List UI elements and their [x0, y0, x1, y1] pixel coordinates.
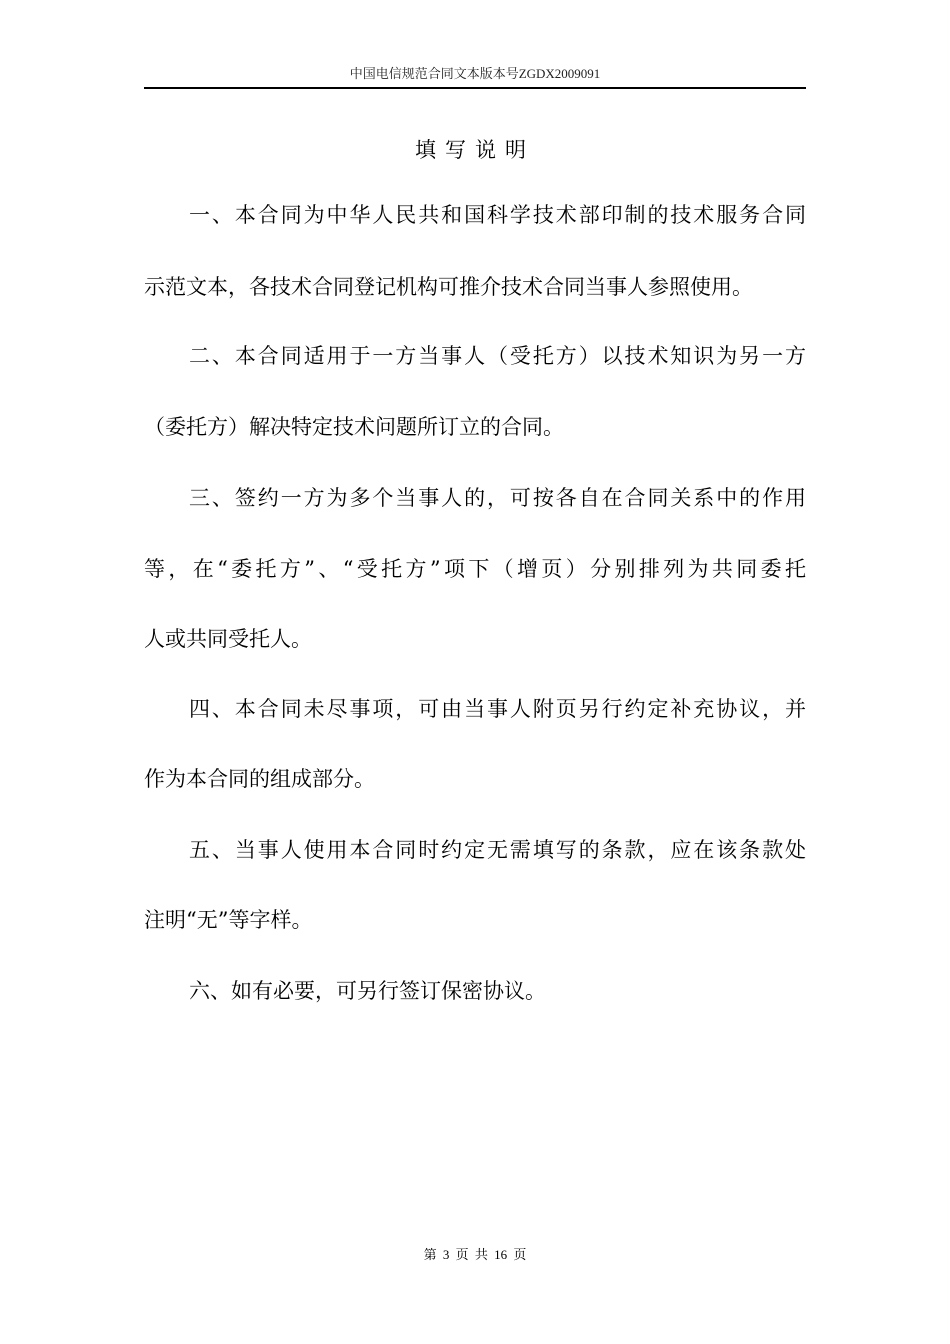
page-number-footer: 第 3 页 共 16 页	[423, 1247, 527, 1262]
paragraph-6-line-1: 六、如有必要，可另行签订保密协议。	[189, 979, 546, 1003]
paragraph-1-line-2: 示范文本，各技术合同登记机构可推介技术合同当事人参照使用。	[144, 275, 753, 299]
page-header: 中国电信规范合同文本版本号ZGDX2009091	[349, 66, 601, 81]
paragraph-5-line-1: 五、当事人使用本合同时约定无需填写的条款，应在该条款处	[189, 838, 806, 862]
paragraph-3-line-1: 三、签约一方为多个当事人的，可按各自在合同关系中的作用	[189, 486, 806, 510]
paragraph-2-line-2: （委托方）解决特定技术问题所订立的合同。	[144, 415, 564, 439]
paragraph-1-line-1: 一、本合同为中华人民共和国科学技术部印制的技术服务合同	[189, 203, 806, 227]
paragraph-5-line-2: 注明“无”等字样。	[144, 908, 313, 932]
header-divider	[144, 87, 806, 89]
paragraph-4-line-2: 作为本合同的组成部分。	[144, 767, 375, 791]
paragraph-2-line-1: 二、本合同适用于一方当事人（受托方）以技术知识为另一方	[189, 344, 806, 368]
document-title: 填写说明	[415, 138, 535, 162]
paragraph-4-line-1: 四、本合同未尽事项，可由当事人附页另行约定补充协议，并	[189, 697, 806, 721]
paragraph-3-line-3: 人或共同受托人。	[144, 627, 312, 651]
paragraph-3-line-2: 等，在“委托方”、“受托方”项下（增页）分别排列为共同委托	[144, 557, 806, 581]
